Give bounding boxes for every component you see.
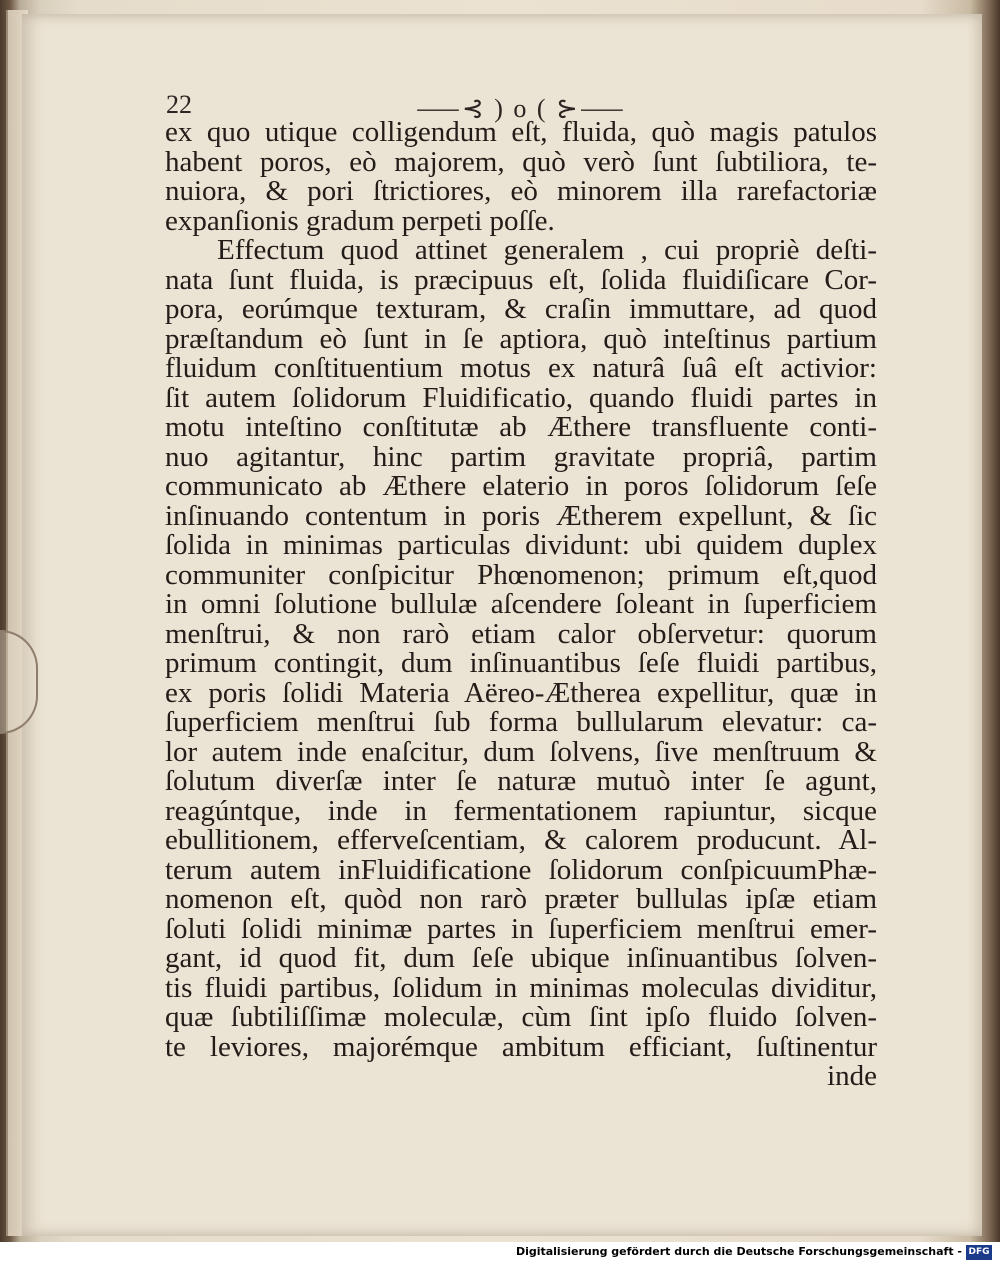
text-line: terum autem inFluidificatione ſolidorum conſpicuumPhæ- bbox=[165, 853, 877, 886]
text-line: primum contingit, dum inſinuantibus ſeſe fluidi partibus, bbox=[165, 647, 877, 679]
funding-credit: Digitalisierung gefördert durch die Deutsche Forschungsgemeinschaft - bbox=[515, 1245, 962, 1258]
text-line: fluidum conſtituentium motus ex naturâ ſuâ eſt activior: bbox=[165, 352, 877, 384]
text-line: ex quo utique colligendum eſt, fluida, quò magis patulos bbox=[165, 116, 877, 148]
text-line: quæ ſubtiliſſimæ moleculæ, cùm ſint ipſo fluido ſolven- bbox=[165, 1001, 877, 1033]
text-line: menſtrui, & non rarò etiam calor obſervetur: quorum bbox=[165, 617, 877, 650]
text-line: te leviores, majorémque ambitum efficiant, ſuſtinentur bbox=[165, 1030, 877, 1063]
page-number: 22 bbox=[166, 90, 192, 119]
text-line: nomenon eſt, quòd non rarò præter bullulas ipſæ etiam bbox=[165, 883, 877, 915]
text-line: pora, eorúmque texturam, & craſin immuttare, ad quod bbox=[165, 293, 877, 325]
text-line: gant, id quod fit, dum ſeſe ubique inſinuantibus ſolven- bbox=[165, 942, 877, 974]
header-ornament: ⸺⊰ ) o ( ⊱⸺ bbox=[416, 94, 626, 123]
text-line: reagúntque, inde in fermentationem rapiuntur, sicque bbox=[165, 794, 877, 827]
text-line: ſit autem ſolidorum Fluidificatio, quando fluidi partes in bbox=[165, 381, 877, 414]
text-line: expanſionis gradum perpeti poſſe. bbox=[165, 204, 555, 237]
text-line: ſoluti ſolidi minimæ partes in ſuperficiem menſtrui emer- bbox=[165, 912, 877, 945]
text-line: ex poris ſolidi Materia Aëreo-Ætherea expellitur, quæ in bbox=[165, 676, 877, 709]
text-line: ebullitionem, efferveſcentiam, & calorem producunt. Al- bbox=[165, 824, 877, 856]
text-line: lor autem inde enaſcitur, dum ſolvens, ſive menſtruum & bbox=[165, 735, 877, 768]
text-line: præſtandum eò ſunt in ſe aptiora, quò inteſtinus partium bbox=[165, 322, 877, 355]
dfg-logo: DFG bbox=[966, 1245, 992, 1260]
text-line: nuiora, & pori ſtrictiores, eò minorem illa rarefactoriæ bbox=[165, 175, 877, 207]
text-line: inſinuando contentum in poris Ætherem expellunt, & ſic bbox=[165, 499, 877, 532]
footer-bar bbox=[0, 1242, 1000, 1264]
text-line: communiter conſpicitur Phœnomenon; primum eſt,quod bbox=[165, 558, 877, 591]
text-line: communicato ab Æthere elaterio in poros ſolidorum ſeſe bbox=[165, 470, 877, 502]
text-line: nuo agitantur, hinc partim gravitate propriâ, partim bbox=[165, 440, 877, 473]
text-line: in omni ſolutione bullulæ aſcendere ſoleant in ſuperficiem bbox=[165, 588, 877, 620]
catchword: inde bbox=[827, 1060, 877, 1092]
text-line: ſolida in minimas particulas dividunt: ubi quidem duplex bbox=[165, 529, 877, 561]
text-line: motu inteſtino conſtitutæ ab Æthere transfluente conti- bbox=[165, 411, 877, 443]
text-line: tis fluidi partibus, ſolidum in minimas moleculas dividitur, bbox=[165, 971, 877, 1004]
text-line: nata ſunt fluida, is præcipuus eſt, ſolida fluidiſicare Cor- bbox=[165, 263, 877, 296]
text-line: Effectum quod attinet generalem , cui propriè deſti- bbox=[217, 234, 877, 266]
text-line: habent poros, eò majorem, quò verò ſunt ſubtiliora, te- bbox=[165, 145, 877, 178]
body-text bbox=[165, 118, 877, 1092]
text-line: ſolutum diverſæ inter ſe naturæ mutuò inter ſe agunt, bbox=[165, 765, 877, 797]
text-line: ſuperficiem menſtrui ſub forma bullularum elevatur: ca- bbox=[165, 706, 877, 738]
